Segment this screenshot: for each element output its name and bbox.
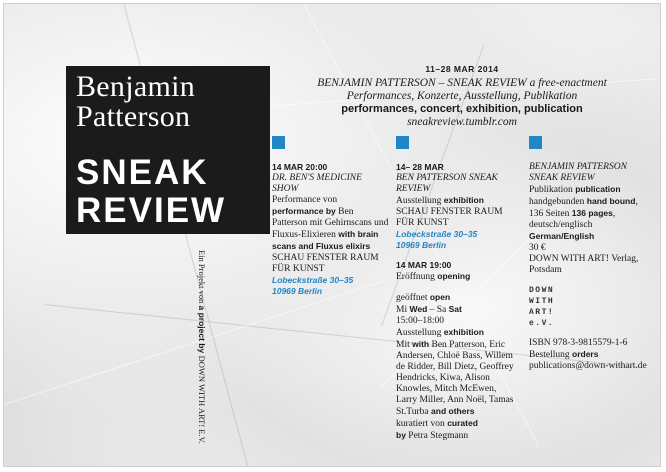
- col3-orders: orders: [572, 349, 599, 359]
- blue-square-marker: [396, 136, 409, 149]
- col3-publikation: Publikation: [529, 185, 573, 195]
- col2-city: 10969 Berlin: [396, 240, 447, 250]
- title-logo-block: [66, 66, 270, 234]
- header-date: 11–28 MAR 2014: [425, 64, 499, 74]
- col2-with: with: [412, 339, 430, 349]
- col2-sat: Sat: [448, 304, 462, 314]
- col2-ausstellung2: Ausstellung: [396, 328, 442, 338]
- credit-org: DOWN WITH ART! E.V.: [197, 355, 207, 444]
- logo-sneak-review: [76, 154, 226, 230]
- col2-mi: Mi: [396, 305, 408, 315]
- col2-open: open: [429, 292, 451, 302]
- column-medicine-show: [272, 162, 390, 297]
- header-perf-de: Performances, Konzerte, Ausstellung, Publikation: [346, 90, 578, 102]
- col2-curated: curated: [447, 418, 478, 428]
- col2-street: Lobeckstraße 30–35: [396, 229, 478, 239]
- col2-by: by: [396, 430, 406, 440]
- col3-handgebunden: handgebunden: [529, 197, 585, 207]
- col2-and-others: and others: [431, 406, 475, 416]
- credit-a: a: [197, 305, 207, 313]
- col3-email[interactable]: publications@down-withart.de: [529, 361, 647, 371]
- dwa-line4: e.V.: [529, 319, 555, 328]
- col2-mit: Mit: [396, 340, 410, 350]
- column-publication: [529, 162, 647, 372]
- col1-desc-en: performance by: [272, 206, 336, 216]
- col2-venue: SCHAU FENSTER RAUM FÜR KUNST: [396, 207, 503, 228]
- col2-opening: opening: [437, 271, 471, 281]
- col3-bound: bound: [609, 196, 636, 206]
- logo-name-line1: Benjamin: [76, 70, 196, 103]
- blue-square-marker: [272, 136, 285, 149]
- dwa-line1: DOWN: [529, 286, 555, 295]
- col3-lang-de: , deutsch/englisch: [529, 209, 616, 230]
- col2-exhibition2: exhibition: [443, 327, 484, 337]
- column-exhibition: [396, 162, 514, 442]
- col2-curator: Petra Stegmann: [408, 431, 469, 441]
- credit-project: project: [197, 312, 207, 341]
- col1-city: 10969 Berlin: [272, 286, 323, 296]
- col3-bestellung: Bestellung: [529, 350, 570, 360]
- credit-de: Ein Projekt von: [197, 250, 207, 306]
- blue-square-marker: [529, 136, 542, 149]
- col3-title: BENJAMIN PATTERSON SNEAK REVIEW: [529, 162, 627, 183]
- flyer-sheet: [4, 4, 660, 466]
- header-title: BENJAMIN PATTERSON – SNEAK REVIEW a free-enactment: [317, 77, 607, 89]
- header-perf-en: performances, concert, exhibition, publication: [341, 103, 583, 115]
- col1-desc-de: Performance von: [272, 195, 338, 205]
- col2-ausstellung: Ausstellung: [396, 196, 442, 206]
- col2-exhibition: exhibition: [443, 195, 484, 205]
- col3-publisher: DOWN WITH ART! Verlag, Potsdam: [529, 254, 639, 275]
- dwa-line2: WITH: [529, 297, 555, 306]
- col1-desc2-de: Ben Patterson mit Gehirnscans und Fluxus-Elixieren: [272, 207, 389, 240]
- col2-show-title: BEN PATTERSON SNEAK REVIEW: [396, 173, 498, 194]
- credit-by: by: [197, 340, 207, 356]
- col2-opening-date: 14 MAR 19:00: [396, 260, 452, 270]
- logo-review: REVIEW: [76, 191, 227, 230]
- col2-eroeffnung: Eröffnung: [396, 272, 435, 282]
- col3-price: 30 €: [529, 243, 546, 253]
- dwa-line3: ART!: [529, 308, 555, 317]
- header-url[interactable]: sneakreview.tumblr.com: [407, 116, 517, 128]
- col1-desc2-en: with brain scans and Fluxus elixirs: [272, 229, 379, 251]
- col2-date: 14– 28 MAR: [396, 162, 444, 172]
- col2-geoeffnet: geöffnet: [396, 293, 428, 303]
- col2-sa: – Sa: [429, 305, 447, 315]
- logo-sneak: SNEAK: [76, 153, 209, 192]
- event-header: [292, 64, 632, 129]
- col2-artists: Ben Patterson, Eric Andersen, Chloë Bass, Willem de Ridder, Bill Dietz, Geoffrey Hendricks, Kiwa, Alison Knowles, Mitch McEwen, Larry Miller, Ann Noël, Tamas St.Turba: [396, 340, 514, 417]
- col1-street: Lobeckstraße 30–35: [272, 275, 354, 285]
- col3-hand: hand: [586, 196, 608, 206]
- col1-venue: SCHAU FENSTER RAUM FÜR KUNST: [272, 253, 379, 274]
- col2-wed: Wed: [409, 304, 428, 314]
- col3-pages-num: 136: [571, 208, 586, 218]
- side-credit: [196, 250, 208, 466]
- col3-publication: publication: [575, 184, 621, 194]
- col3-isbn: ISBN 978-3-9815579-1-6: [529, 338, 628, 348]
- col3-lang-en: German/English: [529, 231, 595, 241]
- col1-date: 14 MAR 20:00: [272, 162, 328, 172]
- col1-show-title: DR. BEN'S MEDICINE SHOW: [272, 173, 362, 194]
- col2-hours: 15:00–18:00: [396, 316, 445, 326]
- col2-kuratiert: kuratiert von: [396, 419, 445, 429]
- col3-seiten: , 136 Seiten: [529, 197, 638, 219]
- logo-name: [76, 72, 195, 132]
- col3-pages: pages: [588, 208, 613, 218]
- logo-name-line2: Patterson: [76, 100, 191, 133]
- down-with-art-logo: [529, 285, 647, 329]
